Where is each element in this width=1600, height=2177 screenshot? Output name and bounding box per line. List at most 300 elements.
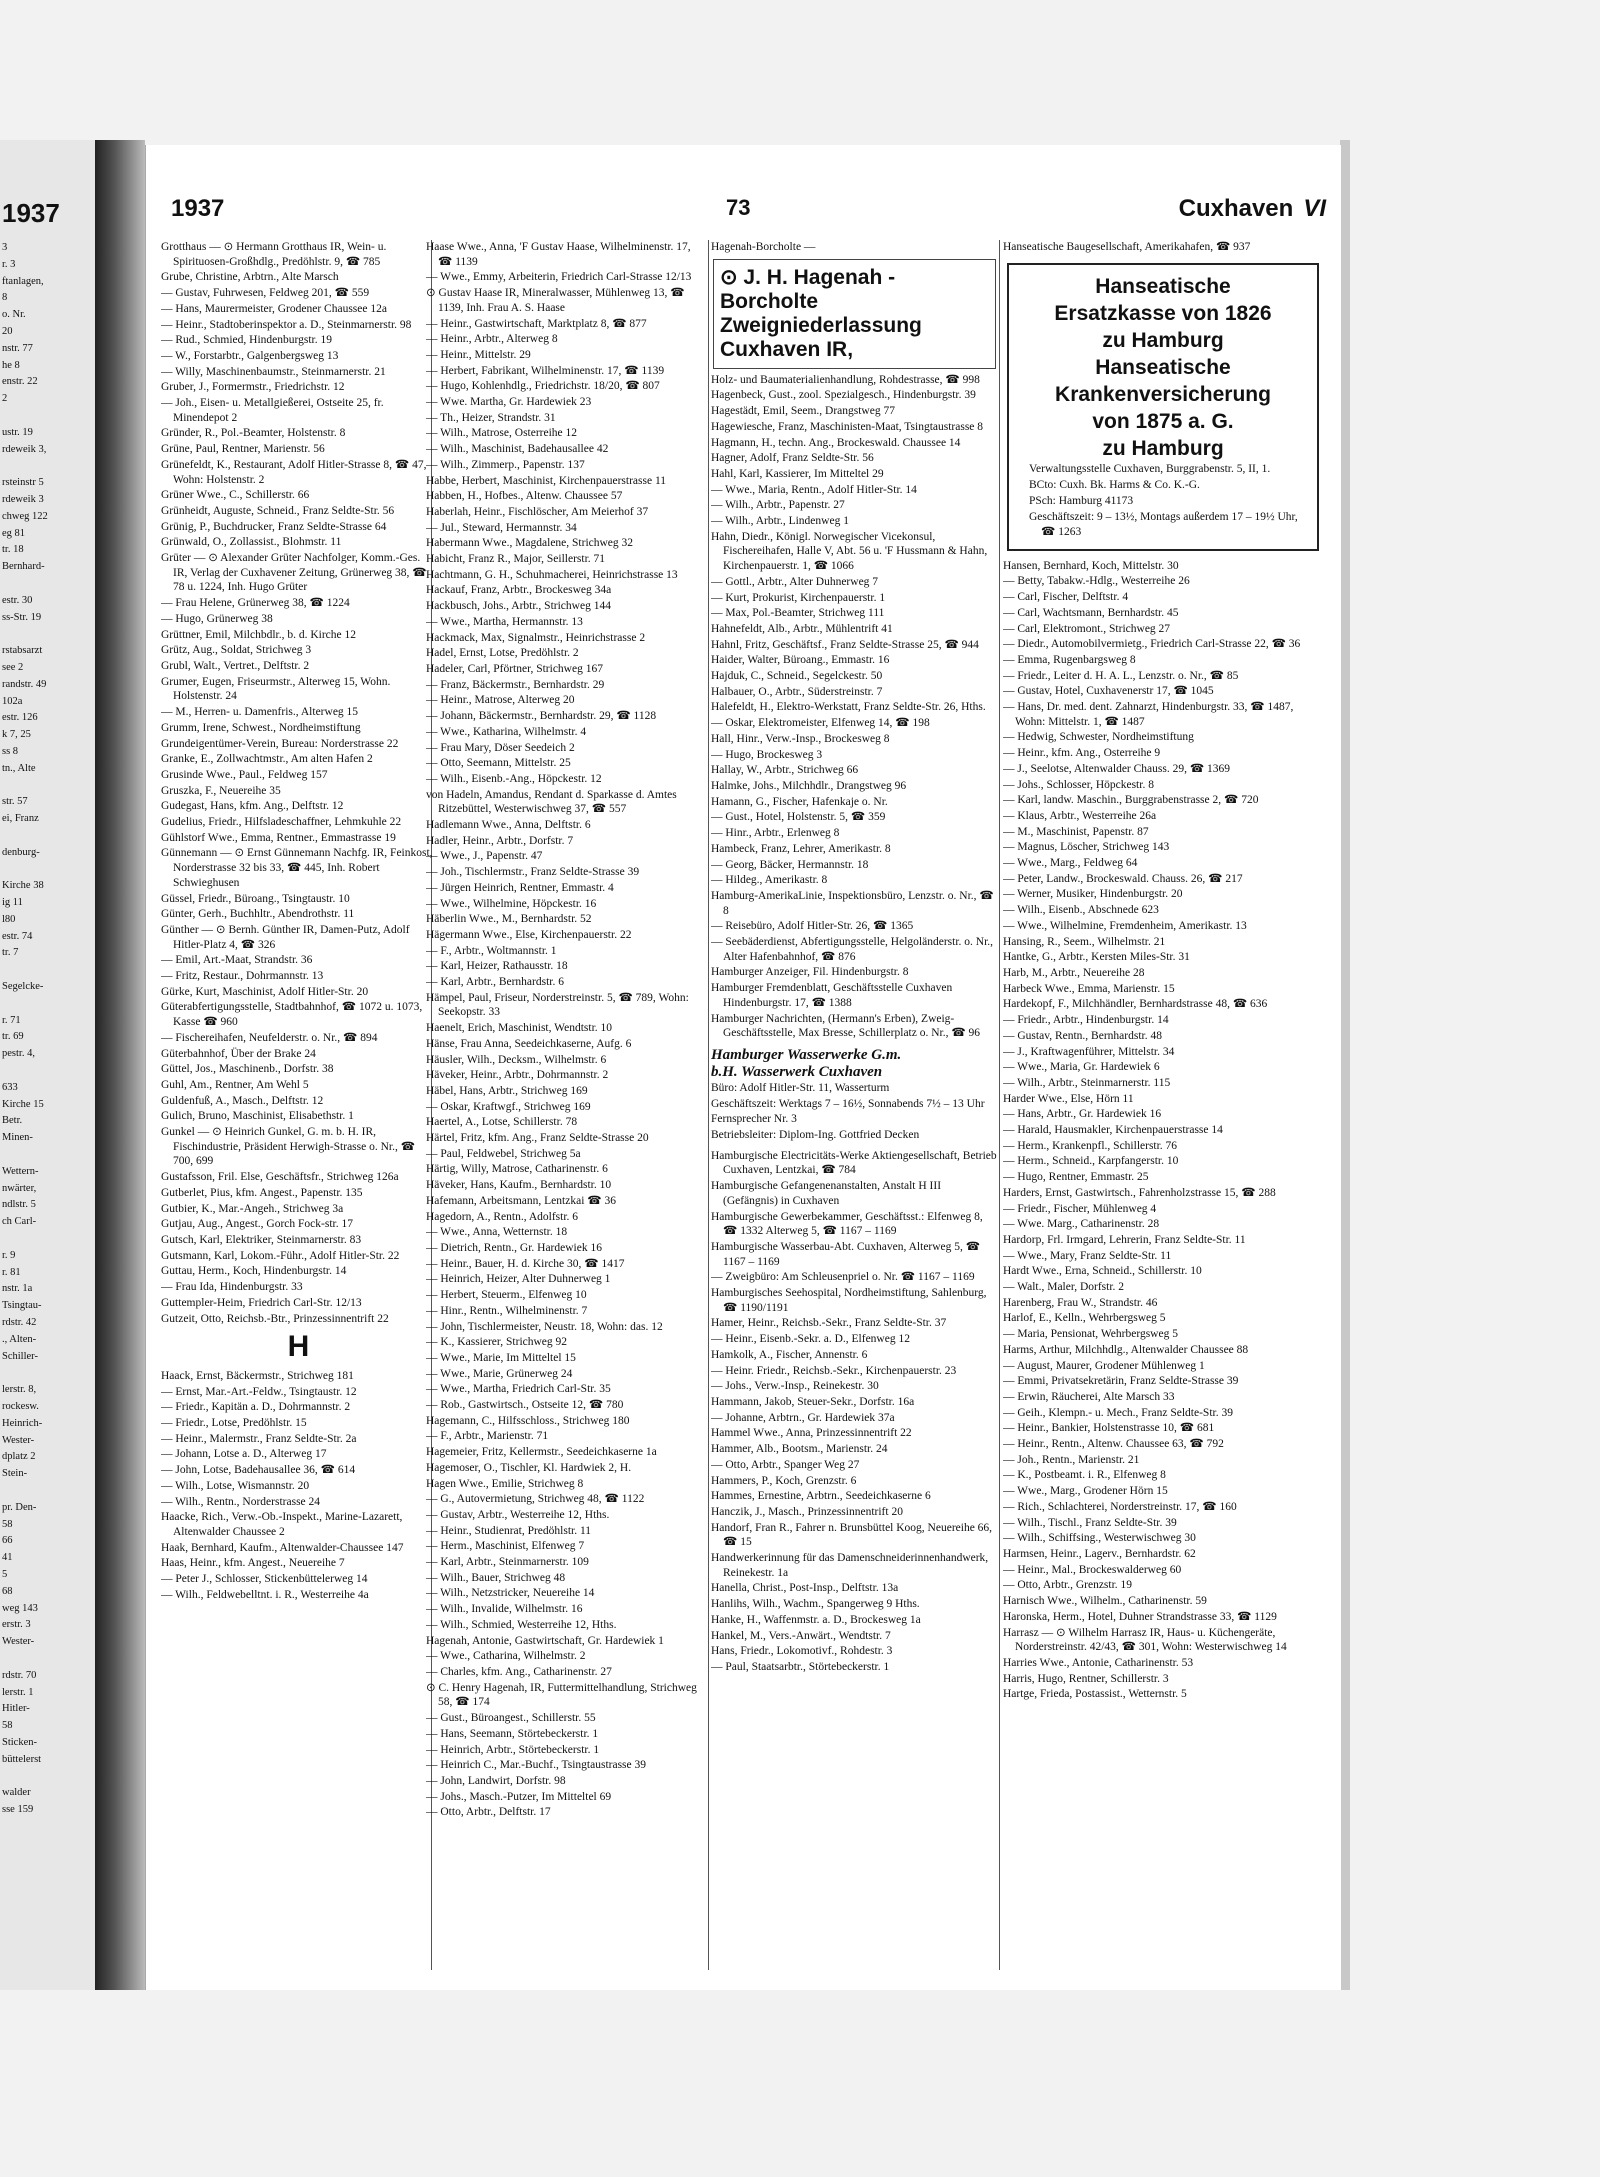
directory-entry: Hackmack, Max, Signalmstr., Heinrichstrasse 2 <box>426 631 646 644</box>
facing-page-line: ., Alten- <box>2 1333 37 1345</box>
directory-entry: Grubl, Walt., Vertret., Delftstr. 2 <box>161 659 310 672</box>
directory-entry: — Wilh., Rentn., Norderstrasse 24 <box>161 1495 321 1508</box>
directory-entry: Handwerkerinnung für das Damenschneiderinnenhandwerk, Reinekestr. 1a <box>711 1552 989 1579</box>
directory-entry: — Heinr., Studienrat, Predöhlstr. 11 <box>426 1524 592 1537</box>
directory-entry: — Wilh., Maschinist, Badehausallee 42 <box>426 443 609 456</box>
directory-entry: Hachtmann, G. H., Schuhmacherei, Heinrichstrasse 13 <box>426 568 678 581</box>
directory-entry: Hambeck, Franz, Lehrer, Amerikastr. 8 <box>711 842 891 855</box>
directory-entry: — Wwe., Maria, Gr. Hardewiek 6 <box>1003 1061 1160 1074</box>
facing-page-line: 2 <box>2 393 8 405</box>
directory-entry: — Heinr., Gastwirtschaft, Marktplatz 8, ☎ 877 <box>426 317 647 330</box>
directory-entry: Gustafsson, Fril. Else, Geschäftsfr., Strichweg 126a <box>161 1171 399 1184</box>
directory-entry: Hardorp, Frl. Irmgard, Lehrerin, Franz Seldte-Str. 11 <box>1003 1233 1246 1246</box>
directory-entry: Günter, Gerh., Buchhltr., Abendrothstr. 11 <box>161 908 355 921</box>
directory-entry: Gutsmann, Karl, Lokom.-Führ., Adolf Hitler-Str. 22 <box>161 1249 400 1262</box>
directory-entry: — Wwe., Anna, Wetternstr. 18 <box>426 1226 568 1239</box>
directory-entry: — Heinr., Malermstr., Franz Seldte-Str. 2a <box>161 1432 357 1445</box>
directory-entry: — Hugo, Rentner, Emmastr. 25 <box>1003 1171 1149 1184</box>
facing-page-line: o. Nr. <box>2 309 26 321</box>
directory-entry: Hagemeier, Fritz, Kellermstr., Seedeichkaserne 1a <box>426 1446 657 1459</box>
column-rule <box>708 240 709 1970</box>
header-year: 1937 <box>171 195 225 222</box>
directory-entry: Harder Wwe., Else, Hörn 11 <box>1003 1092 1134 1105</box>
facing-page-line <box>2 861 48 878</box>
directory-entry: — Heinrich, Arbtr., Störtebeckerstr. 1 <box>426 1743 600 1756</box>
directory-entry: — Hans, Seemann, Störtebeckerstr. 1 <box>426 1727 599 1740</box>
directory-entry: Grüne, Paul, Rentner, Marienstr. 56 <box>161 443 325 456</box>
directory-entry: — Herbert, Fabrikant, Wilhelminenstr. 17, ☎ 1139 <box>426 364 665 377</box>
directory-entry: Günnemann — ⊙ Ernst Günnemann Nachfg. IR, Feinkost, Norderstrasse 32 bis 33, ☎ 445, Inh. Robert Schwieghusen <box>161 847 433 889</box>
facing-page-line: 58 <box>2 1720 13 1732</box>
town-name: Cuxhaven <box>1178 195 1294 222</box>
directory-entry: — Wwe., Katharina, Wilhelmstr. 4 <box>426 725 587 738</box>
directory-entry: Güterabfertigungsstelle, Stadtbahnhof, ☎ 1072 u. 1073, Kasse ☎ 960 <box>161 1001 423 1029</box>
facing-page-line: 633 <box>2 1081 18 1093</box>
directory-entry: — M., Herren- u. Damenfris., Alterweg 15 <box>161 706 359 719</box>
directory-entry: Ersatzkasse von 1826 <box>1054 301 1272 325</box>
directory-entry: — J., Kraftwagenführer, Mittelstr. 34 <box>1003 1045 1175 1058</box>
directory-entry: — Karl, landw. Maschin., Burggrabenstrasse 2, ☎ 720 <box>1003 794 1259 807</box>
directory-entry: Hanseatische <box>1095 355 1231 379</box>
directory-entry: — Herm., Schneid., Karpfangerstr. 10 <box>1003 1155 1179 1168</box>
directory-entry: — Wilh., Lotse, Wismannstr. 20 <box>161 1479 310 1492</box>
directory-entry: Gutzeit, Otto, Reichsb.-Btr., Prinzessinnentrift 22 <box>161 1312 389 1325</box>
directory-entry: Hadlemann Wwe., Anna, Delftstr. 6 <box>426 819 591 832</box>
directory-entry: Hagemann, C., Hilfsschloss., Strichweg 180 <box>426 1414 630 1427</box>
facing-page-line: rsteinstr 5 <box>2 477 44 489</box>
directory-entry: Betriebsleiter: Diplom-Ing. Gottfried Decken <box>711 1129 920 1142</box>
directory-entry: — Gustav, Arbtr., Westerreihe 12, Hths. <box>426 1508 610 1521</box>
directory-entry: — Heinrich, Heizer, Alter Duhnerweg 1 <box>426 1273 611 1286</box>
directory-entry: — Hinr., Rentn., Wilhelminenstr. 7 <box>426 1304 588 1317</box>
directory-entry: Haak, Bernhard, Kaufm., Altenwalder-Chaussee 147 <box>161 1541 404 1554</box>
column-1 <box>161 240 436 1980</box>
directory-entry: — Karl, Heizer, Rathausstr. 18 <box>426 960 568 973</box>
directory-entry: Harbeck Wwe., Emma, Marienstr. 15 <box>1003 982 1175 995</box>
directory-entry: — Emma, Rugenbargsweg 8 <box>1003 653 1136 666</box>
directory-entry: Hagestädt, Emil, Seem., Drangstweg 77 <box>711 405 895 418</box>
facing-page-line: r. 81 <box>2 1266 21 1278</box>
directory-entry: — Friedr., Kapitän a. D., Dohrmannstr. 2 <box>161 1401 351 1414</box>
directory-entry: Cuxhaven IR, <box>720 337 854 361</box>
directory-entry: — Hugo, Grünerweg 38 <box>161 612 273 625</box>
facing-page-line: estr. 74 <box>2 930 33 942</box>
directory-entry: Hamburger Wasserwerke G.m. <box>711 1046 902 1063</box>
facing-page-line: ss-Str. 19 <box>2 611 42 623</box>
directory-entry: — F., Arbtr., Marienstr. 71 <box>426 1430 549 1443</box>
directory-entry: Haider, Walter, Büroang., Emmastr. 16 <box>711 654 890 667</box>
directory-entry: Hammel Wwe., Anna, Prinzessinnentrift 22 <box>711 1427 912 1440</box>
directory-entry: — Heinr., Bankier, Holstenstrasse 10, ☎ 681 <box>1003 1422 1215 1435</box>
directory-entry: Hackbusch, Johs., Arbtr., Strichweg 144 <box>426 600 611 613</box>
directory-entry: — Hinr., Arbtr., Erlenweg 8 <box>711 827 840 840</box>
directory-entry: — Heinr., Matrose, Alterweg 20 <box>426 694 575 707</box>
facing-page-line: Heinrich- <box>2 1417 43 1429</box>
facing-page-line: 8 <box>2 292 8 304</box>
entries-h-start <box>161 1369 436 1603</box>
directory-entry: Hankel, M., Vers.-Anwärt., Wendtstr. 7 <box>711 1629 891 1642</box>
directory-entry: — Magnus, Löscher, Strichweg 143 <box>1003 841 1170 854</box>
directory-entry: Guttau, Herm., Koch, Hindenburgstr. 14 <box>161 1265 347 1278</box>
facing-page-line: dplatz 2 <box>2 1451 36 1463</box>
directory-entry: — Reisebüro, Adolf Hitler-Str. 26, ☎ 1365 <box>711 920 914 933</box>
directory-entry: Hagedorn, A., Rentn., Adolfstr. 6 <box>426 1210 579 1223</box>
facing-page-line: Schiller- <box>2 1350 38 1362</box>
directory-entry: Habbe, Herbert, Maschinist, Kirchenpauerstrasse 11 <box>426 474 667 487</box>
facing-page-line: 66 <box>2 1535 13 1547</box>
directory-entry: Grünwald, O., Zollassist., Blohmstr. 11 <box>161 536 342 549</box>
directory-entry: Harris, Hugo, Rentner, Schillerstr. 3 <box>1003 1672 1169 1685</box>
directory-entry: ⊙ J. H. Hagenah - Borcholte <box>720 265 896 313</box>
directory-entry: Granke, E., Zollwachtmstr., Am alten Hafen 2 <box>161 753 373 766</box>
facing-page-line: rdstr. 70 <box>2 1669 37 1681</box>
directory-entry: Hahnefeldt, Alb., Arbtr., Mühlentrift 41 <box>711 622 893 635</box>
directory-entry: — Oskar, Elektromeister, Elfenweg 14, ☎ 198 <box>711 717 930 730</box>
directory-entry: — Wilh., Eisenb.-Ang., Höpckestr. 12 <box>426 772 602 785</box>
directory-entry: — Betty, Tabakw.-Hdlg., Westerreihe 26 <box>1003 575 1190 588</box>
facing-page-line: Minen- <box>2 1132 33 1144</box>
facing-page-line: Sticken- <box>2 1736 37 1748</box>
directory-entry: — Erwin, Räucherei, Alte Marsch 33 <box>1003 1390 1175 1403</box>
facing-page-line: 102a <box>2 695 23 707</box>
facing-page-line: randstr. 49 <box>2 678 47 690</box>
facing-page-line: pestr. 4, <box>2 1048 35 1060</box>
facing-page-line: Kirche 15 <box>2 1098 44 1110</box>
facing-page-line <box>2 1147 48 1164</box>
directory-entry: — Frau Mary, Döser Seedeich 2 <box>426 741 575 754</box>
directory-entry: — Franz, Bäckermstr., Bernhardstr. 29 <box>426 678 605 691</box>
directory-entry: — Wilh., Arbtr., Lindenweg 1 <box>711 515 849 528</box>
directory-entry: von 1875 a. G. <box>1092 409 1234 433</box>
directory-entry: Hanella, Christ., Post-Insp., Delftstr. 13a <box>711 1582 899 1595</box>
facing-page-line: Stein- <box>2 1468 28 1480</box>
facing-page-line: ei, Franz <box>2 813 39 825</box>
facing-page-line <box>2 1063 48 1080</box>
entries-hansen-hartge <box>1003 559 1323 1702</box>
facing-page-line: Wester- <box>2 1434 35 1446</box>
directory-entry: — Harald, Hausmakler, Kirchenpauerstrasse 14 <box>1003 1124 1223 1137</box>
column-4 <box>1003 240 1323 1980</box>
directory-entry: — Rud., Schmied, Hindenburgstr. 19 <box>161 334 333 347</box>
facing-page-line: erstr. 3 <box>2 1619 31 1631</box>
directory-entry: — Wwe., Martha, Hermannstr. 13 <box>426 615 583 628</box>
facing-page-line: tr. 18 <box>2 544 24 556</box>
header-town <box>1179 195 1326 223</box>
directory-entry: — Johann, Bäckermstr., Bernhardstr. 29, ☎ 1128 <box>426 710 657 723</box>
directory-entry: — Karl, Arbtr., Steinmarnerstr. 109 <box>426 1556 589 1569</box>
directory-entry: Habben, H., Hofbes., Altenw. Chaussee 57 <box>426 490 623 503</box>
facing-page-year: 1937 <box>2 198 60 228</box>
directory-entry: Härtig, Willy, Matrose, Catharinenstr. 6 <box>426 1163 608 1176</box>
directory-entry: — Heinr., Stadtoberinspektor a. D., Steinmarnerstr. 98 <box>161 318 412 331</box>
facing-page-line: büttelerst <box>2 1753 42 1765</box>
facing-page-line: pr. Den- <box>2 1501 37 1513</box>
directory-entry: Hamkolk, A., Fischer, Annenstr. 6 <box>711 1348 868 1361</box>
facing-page-line: weg 143 <box>2 1602 38 1614</box>
facing-page-line: k 7, 25 <box>2 729 31 741</box>
directory-entry: Hammer, Alb., Bootsm., Marienstr. 24 <box>711 1443 888 1456</box>
facing-page-line: lerstr. 1 <box>2 1686 34 1698</box>
directory-entry: Hantke, G., Arbtr., Kersten Miles-Str. 31 <box>1003 951 1190 964</box>
directory-entry: Hammann, Jakob, Steuer-Sekr., Dorfstr. 16a <box>711 1396 915 1408</box>
entries-hanseatische-bau <box>1003 240 1323 255</box>
directory-entry: Hamburgische Electricitäts-Werke Aktiengesellschaft, Betrieb Cuxhaven, Lentzkai, ☎ 784 <box>711 1149 997 1177</box>
directory-entry: — Fritz, Restaur., Dohrmannstr. 13 <box>161 970 324 983</box>
facing-page-line: r. 71 <box>2 1014 21 1026</box>
facing-page-line <box>2 1365 48 1382</box>
directory-entry: Gruber, J., Formermstr., Friedrichstr. 12 <box>161 381 345 394</box>
directory-entry: — Wilh., Zimmerp., Papenstr. 137 <box>426 458 585 471</box>
directory-entry: Hagen Wwe., Emilie, Strichweg 8 <box>426 1477 584 1490</box>
directory-entry: Harb, M., Arbtr., Neuereihe 28 <box>1003 966 1145 979</box>
facing-page-line: 68 <box>2 1585 13 1597</box>
facing-page-line: Betr. <box>2 1115 23 1127</box>
directory-entry: — Heinr., Bauer, H. d. Kirche 30, ☎ 1417 <box>426 1257 625 1270</box>
directory-entry: Haacke, Rich., Verw.-Ob.-Inspekt., Marine-Lazarett, Altenwalder Chaussee 2 <box>161 1511 403 1538</box>
facing-page-line: 41 <box>2 1552 13 1564</box>
directory-entry: — Carl, Wachtsmann, Bernhardstr. 45 <box>1003 606 1179 619</box>
directory-entry: — Herbert, Steuerm., Elfenweg 10 <box>426 1289 587 1302</box>
directory-entry: — Wwe., Maria, Rentn., Adolf Hitler-Str. 14 <box>711 483 917 496</box>
directory-entry: Büro: Adolf Hitler-Str. 11, Wasserturm <box>711 1081 890 1094</box>
facing-page-line <box>2 828 48 845</box>
facing-page-line: ch Carl- <box>2 1216 37 1228</box>
directory-entry: — Wilh., Arbtr., Papenstr. 27 <box>711 499 845 512</box>
directory-entry: Hamburger Fremdenblatt, Geschäftsstelle Cuxhaven Hindenburgstr. 17, ☎ 1388 <box>711 982 953 1009</box>
directory-entry: Harlof, E., Kelln., Wehrbergsweg 5 <box>1003 1312 1166 1325</box>
directory-entry: Halbauer, O., Arbtr., Süderstreinstr. 7 <box>711 685 883 698</box>
facing-page-line <box>2 1769 48 1786</box>
directory-entry: Harenberg, Frau W., Strandstr. 46 <box>1003 1296 1158 1309</box>
directory-entry: — Kurt, Prokurist, Kirchenpauerstr. 1 <box>711 591 886 604</box>
directory-entry: Zweigniederlassung <box>720 313 922 337</box>
directory-entry: — Wwe., Catharina, Wilhelmstr. 2 <box>426 1650 586 1663</box>
directory-entry: PSch: Hamburg 41173 <box>1029 494 1134 507</box>
entries-hagenbeck-hamburger <box>711 373 998 1041</box>
directory-entry: Grumer, Eugen, Friseurmstr., Alterweg 15, Wohn. Holstenstr. 24 <box>161 675 391 703</box>
directory-entry: Güterbahnhof, Über der Brake 24 <box>161 1047 316 1060</box>
directory-entry: — Heinr., Mittelstr. 29 <box>426 348 531 361</box>
directory-entry: Hänse, Frau Anna, Seedeichkaserne, Aufg. 6 <box>426 1037 632 1050</box>
directory-entry: Harders, Ernst, Gastwirtsch., Fahrenholzstrasse 15, ☎ 288 <box>1003 1186 1276 1199</box>
facing-page-line: sse 159 <box>2 1804 34 1816</box>
directory-entry: — Hedwig, Schwester, Nordheimstiftung <box>1003 731 1194 744</box>
directory-entry: Häveker, Hans, Kaufm., Bernhardstr. 10 <box>426 1179 612 1192</box>
facing-page-line: l80 <box>2 913 16 925</box>
facing-page-line: 20 <box>2 325 13 337</box>
directory-entry: Fernsprecher Nr. 3 <box>711 1113 797 1126</box>
column-3 <box>711 240 998 1980</box>
directory-entry: Hartge, Frieda, Postassist., Wetternstr. 5 <box>1003 1688 1187 1701</box>
directory-entry: Grusinde Wwe., Paul., Feldweg 157 <box>161 768 328 781</box>
directory-entry: — Wwe., Martha, Friedrich Carl-Str. 35 <box>426 1383 611 1396</box>
directory-entry: — Jul., Steward, Hermannstr. 34 <box>426 521 577 534</box>
wasserwerke-details <box>711 1081 998 1143</box>
directory-entry: — Friedr., Leiter d. H. A. L., Lenzstr. o. Nr., ☎ 85 <box>1003 669 1239 682</box>
directory-entry: — J., Seelotse, Altenwalder Chauss. 29, ☎ 1369 <box>1003 762 1231 775</box>
directory-entry: Guldenfuß, A., Masch., Delftstr. 12 <box>161 1094 324 1107</box>
directory-entry: — Johs., Masch.-Putzer, Im Mitteltel 69 <box>426 1790 612 1803</box>
directory-entry: Güttel, Jos., Maschinenb., Dorfstr. 38 <box>161 1063 334 1076</box>
directory-entry: Grube, Christine, Arbtrn., Alte Marsch <box>161 271 339 284</box>
directory-entry: Hamburgische Gewerbekammer, Geschäftsst.: Elfenweg 8, ☎ 1332 Alterweg 5, ☎ 1167 – 1169 <box>711 1210 983 1238</box>
directory-entry: — Joh., Tischlermstr., Franz Seldte-Strasse 39 <box>426 866 640 879</box>
directory-entry: Gründer, R., Pol.-Beamter, Holstenstr. 8 <box>161 427 346 440</box>
directory-entry: Harmsen, Heinr., Lagerv., Bernhardstr. 62 <box>1003 1548 1196 1560</box>
directory-entry: Haberlah, Heinr., Fischlöscher, Am Meierhof 37 <box>426 505 649 518</box>
directory-entry: Härtel, Fritz, kfm. Ang., Franz Seldte-Strasse 20 <box>426 1132 649 1145</box>
directory-entry: — Wilh., Tischl., Franz Seldte-Str. 39 <box>1003 1516 1177 1529</box>
directory-entry: Hagenah, Antonie, Gastwirtschaft, Gr. Hardewiek 1 <box>426 1634 664 1647</box>
directory-entry: Haas, Heinr., kfm. Angest., Neuereihe 7 <box>161 1557 345 1570</box>
directory-entry: — Geih., Klempn.- u. Mech., Franz Seldte-Str. 39 <box>1003 1406 1233 1419</box>
directory-entry: Hagenah-Borcholte — <box>711 241 816 253</box>
directory-entry: — Gustav, Fuhrwesen, Feldweg 201, ☎ 559 <box>161 287 370 300</box>
directory-entry: Hahl, Karl, Kassierer, Im Mitteltel 29 <box>711 467 884 480</box>
directory-entry: — Wilh., Feldwebelltnt. i. R., Westerreihe 4a <box>161 1588 369 1601</box>
directory-entry: — Wilh., Bauer, Strichweg 48 <box>426 1571 566 1584</box>
directory-entry: Gunkel — ⊙ Heinrich Gunkel, G. m. b. H. IR, Fischindustrie, Präsident Herwigh-Strasse o. Nr., ☎ 700, 699 <box>161 1126 416 1168</box>
directory-entry: Hamburgisches Seehospital, Nordheimstiftung, Sahlenburg, ☎ 1190/1191 <box>711 1287 987 1314</box>
directory-entry: Habicht, Franz R., Major, Seillerstr. 71 <box>426 553 606 566</box>
directory-entry: — Wwe. Marg., Catharinenstr. 28 <box>1003 1218 1160 1231</box>
directory-entry: Krankenversicherung <box>1055 382 1271 406</box>
directory-entry: — Diedr., Automobilvermietg., Friedrich Carl-Strasse 22, ☎ 36 <box>1003 638 1301 651</box>
directory-entry: — Joh., Rentn., Marienstr. 21 <box>1003 1453 1140 1466</box>
directory-entry: Hagemoser, O., Tischler, Kl. Hardwiek 2, H. <box>426 1461 632 1474</box>
section-letter: H <box>287 1330 310 1364</box>
directory-entry: Güssel, Friedr., Büroang., Tsingtaustr. 10 <box>161 892 350 905</box>
directory-entry: — Carl, Fischer, Delftstr. 4 <box>1003 591 1129 604</box>
directory-entry: Hamburgische Gefangenenanstalten, Anstalt H III (Gefängnis) in Cuxhaven <box>711 1180 942 1207</box>
directory-entry: — Seebäderdienst, Abfertigungsstelle, Helgoländerstr. o. Nr., Alter Hafenbahnhof, ☎ 876 <box>711 936 994 963</box>
facing-page-line <box>2 1231 48 1248</box>
directory-entry: Hagewiesche, Franz, Maschinisten-Maat, Tsingtaustrasse 8 <box>711 420 984 433</box>
facing-page-line: nstr. 77 <box>2 342 33 354</box>
directory-entry: Haack, Ernst, Bäckermstr., Strichweg 181 <box>161 1369 354 1382</box>
directory-entry: — G., Autovermietung, Strichweg 48, ☎ 1122 <box>426 1493 645 1506</box>
directory-entry: — Fischereihafen, Neufelderstr. o. Nr., ☎ 894 <box>161 1031 378 1044</box>
directory-entry: — Otto, Arbtr., Delftstr. 17 <box>426 1806 551 1819</box>
directory-entry: Verwaltungsstelle Cuxhaven, Burggrabenstr. 5, II, 1. <box>1029 462 1271 475</box>
directory-entry: — Wilh., Matrose, Osterreihe 12 <box>426 427 578 440</box>
book-gutter <box>95 140 145 1990</box>
directory-entry: — W., Forstarbtr., Galgenbergsweg 13 <box>161 349 339 362</box>
directory-entry: — Gustav, Hotel, Cuxhavenerstr 17, ☎ 1045 <box>1003 685 1214 698</box>
directory-entry: — Wwe., Marie, Im Mitteltel 15 <box>426 1351 576 1364</box>
directory-entry: BCto: Cuxh. Bk. Harms & Co. K.-G. <box>1029 478 1200 491</box>
facing-page-text <box>2 240 48 1819</box>
facing-page-line <box>2 962 48 979</box>
facing-page-line: Hitler- <box>2 1703 30 1715</box>
directory-entry: Grotthaus — ⊙ Hermann Grotthaus IR, Wein- u. Spirituosen-Großhdlg., Predöhlstr. 9, ☎ 785 <box>161 241 387 268</box>
directory-entry: — Th., Heizer, Strandstr. 31 <box>426 411 556 424</box>
directory-entry: Hanlihs, Wilh., Wachm., Spangerweg 9 Hths. <box>711 1598 920 1611</box>
directory-entry: Hanke, H., Waffenmstr. a. D., Brockesweg 1a <box>711 1613 921 1626</box>
directory-entry: Hardt Wwe., Erna, Schneid., Schillerstr. 10 <box>1003 1265 1202 1278</box>
directory-entry: Hagenbeck, Gust., zool. Spezialgesch., Hindenburgstr. 39 <box>711 389 976 402</box>
directory-entry: — John, Landwirt, Dorfstr. 98 <box>426 1774 566 1787</box>
facing-page-line: walder <box>2 1787 31 1799</box>
directory-entry: — Gust., Hotel, Holstenstr. 5, ☎ 359 <box>711 811 886 824</box>
directory-entry: Hamburger Nachrichten, (Hermann's Erben), Zweig-Geschäftsstelle, Max Bresse, Schillerplatz o. Nr., ☎ 96 <box>711 1012 981 1040</box>
directory-entry: Hanseatische <box>1095 274 1231 298</box>
directory-entry: — Wwe., Wilhelmine, Fremdenheim, Amerikastr. 13 <box>1003 919 1247 932</box>
directory-entry: — Hans, Dr. med. dent. Zahnarzt, Hindenburgstr. 33, ☎ 1487, Wohn: Mittelstr. 1, ☎ 1487 <box>1003 701 1294 728</box>
directory-entry: Guhl, Am., Rentner, Am Wehl 5 <box>161 1078 309 1091</box>
facing-page-line: enstr. 22 <box>2 376 38 388</box>
facing-page-line: r. 9 <box>2 1249 16 1261</box>
directory-entry: — Hildeg., Amerikastr. 8 <box>711 874 828 887</box>
directory-entry: Hadler, Heinr., Arbtr., Dorfstr. 7 <box>426 834 574 847</box>
hanseatische-ersatzkasse-ad <box>1007 263 1319 551</box>
directory-entry: Günther — ⊙ Bernh. Günther IR, Damen-Putz, Adolf Hitler-Platz 4, ☎ 326 <box>161 923 410 951</box>
directory-entry: — Willy, Maschinenbaumstr., Steinmarnerstr. 21 <box>161 365 386 378</box>
directory-entry: — Ernst, Mar.-Art.-Feldw., Tsingtaustr. 12 <box>161 1385 357 1398</box>
directory-entry: — M., Maschinist, Papenstr. 87 <box>1003 825 1149 838</box>
facing-page-line: ndlstr. 5 <box>2 1199 36 1211</box>
facing-page-line <box>2 996 48 1013</box>
directory-entry: — Heinrich C., Mar.-Buchf., Tsingtaustrasse 39 <box>426 1759 647 1772</box>
directory-entry: — Emmi, Privatsekretärin, Franz Seldte-Strasse 39 <box>1003 1375 1239 1388</box>
facing-page-line <box>2 576 48 593</box>
directory-entry: Hammers, P., Koch, Grenzstr. 6 <box>711 1474 857 1487</box>
directory-entry: ⊙ Gustav Haase IR, Mineralwasser, Mühlenweg 13, ☎ 1139, Inh. Frau A. S. Haase <box>426 287 685 314</box>
facing-page-line: tr. 69 <box>2 1031 24 1043</box>
directory-entry: — Dietrich, Rentn., Gr. Hardewiek 16 <box>426 1242 602 1254</box>
directory-entry: Hadel, Ernst, Lotse, Predöhlstr. 2 <box>426 647 579 660</box>
facing-page-line: Tsingtau- <box>2 1300 42 1312</box>
directory-entry: — Wwe., Marie, Grünerweg 24 <box>426 1367 573 1380</box>
directory-entry: — Wwe., J., Papenstr. 47 <box>426 850 543 863</box>
directory-entry: Häusler, Wilh., Decksm., Wilhelmstr. 6 <box>426 1053 607 1066</box>
directory-entry: Habermann Wwe., Magdalene, Strichweg 32 <box>426 537 634 550</box>
directory-entry: — Peter, Landw., Brockeswald. Chauss. 26, ☎ 217 <box>1003 872 1243 885</box>
facing-page-line: rstabsarzt <box>2 645 43 657</box>
directory-entry: Grünheidt, Auguste, Schneid., Franz Seldte-Str. 56 <box>161 504 395 517</box>
facing-page-line <box>2 778 48 795</box>
directory-entry: Harnisch Wwe., Wilhelm., Catharinenstr. 59 <box>1003 1595 1207 1608</box>
directory-entry: Häveker, Heinr., Arbtr., Dohrmannstr. 2 <box>426 1069 609 1082</box>
directory-entry: — Wilh., Eisenb., Abschnede 623 <box>1003 904 1159 917</box>
directory-entry: — Friedr., Lotse, Predöhlstr. 15 <box>161 1417 307 1430</box>
facing-page-line: 58 <box>2 1518 13 1530</box>
directory-entry: — Rich., Schlachterei, Norderstreinstr. 17, ☎ 160 <box>1003 1500 1237 1513</box>
directory-entry: Gürke, Kurt, Maschinist, Adolf Hitler-Str. 20 <box>161 985 369 998</box>
directory-entry: Hans, Friedr., Lokomotivf., Rohdestr. 3 <box>711 1645 893 1658</box>
directory-entry: Halmke, Johs., Milchhdlr., Drangstweg 96 <box>711 779 907 792</box>
directory-entry: — Rob., Gastwirtsch., Ostseite 12, ☎ 780 <box>426 1399 624 1412</box>
directory-entry: — F., Arbtr., Woltmannstr. 1 <box>426 944 557 957</box>
directory-entry: — Paul, Feldwebel, Strichweg 5a <box>426 1147 581 1160</box>
directory-entry: — Paul, Staatsarbtr., Störtebeckerstr. 1 <box>711 1660 890 1673</box>
directory-entry: — John, Lotse, Badehausallee 36, ☎ 614 <box>161 1464 356 1477</box>
directory-entry: Gutberlet, Pius, kfm. Angest., Papenstr. 135 <box>161 1186 363 1199</box>
directory-entry: — Peter J., Schlosser, Stickenbüttelerweg 14 <box>161 1573 368 1586</box>
directory-entry: Grütz, Aug., Soldat, Strichweg 3 <box>161 644 312 657</box>
facing-page-line: Bernhard- <box>2 561 45 573</box>
directory-entry: — Johs., Schlosser, Höpckestr. 8 <box>1003 778 1154 791</box>
column-2 <box>426 240 706 1980</box>
page-edge <box>1340 140 1350 1990</box>
facing-page-line: Kirche 38 <box>2 880 44 892</box>
directory-entry: Hagmann, H., techn. Ang., Brockeswald. Chaussee 14 <box>711 436 961 449</box>
ad-heading <box>1015 273 1311 462</box>
directory-entry: — K., Postbeamt. i. R., Elfenweg 8 <box>1003 1469 1166 1482</box>
directory-entry: — Heinr. Friedr., Reichsb.-Sekr., Kirchenpauerstr. 23 <box>711 1364 957 1377</box>
facing-page-edge <box>0 140 97 1990</box>
facing-page-line: ss 8 <box>2 745 19 757</box>
